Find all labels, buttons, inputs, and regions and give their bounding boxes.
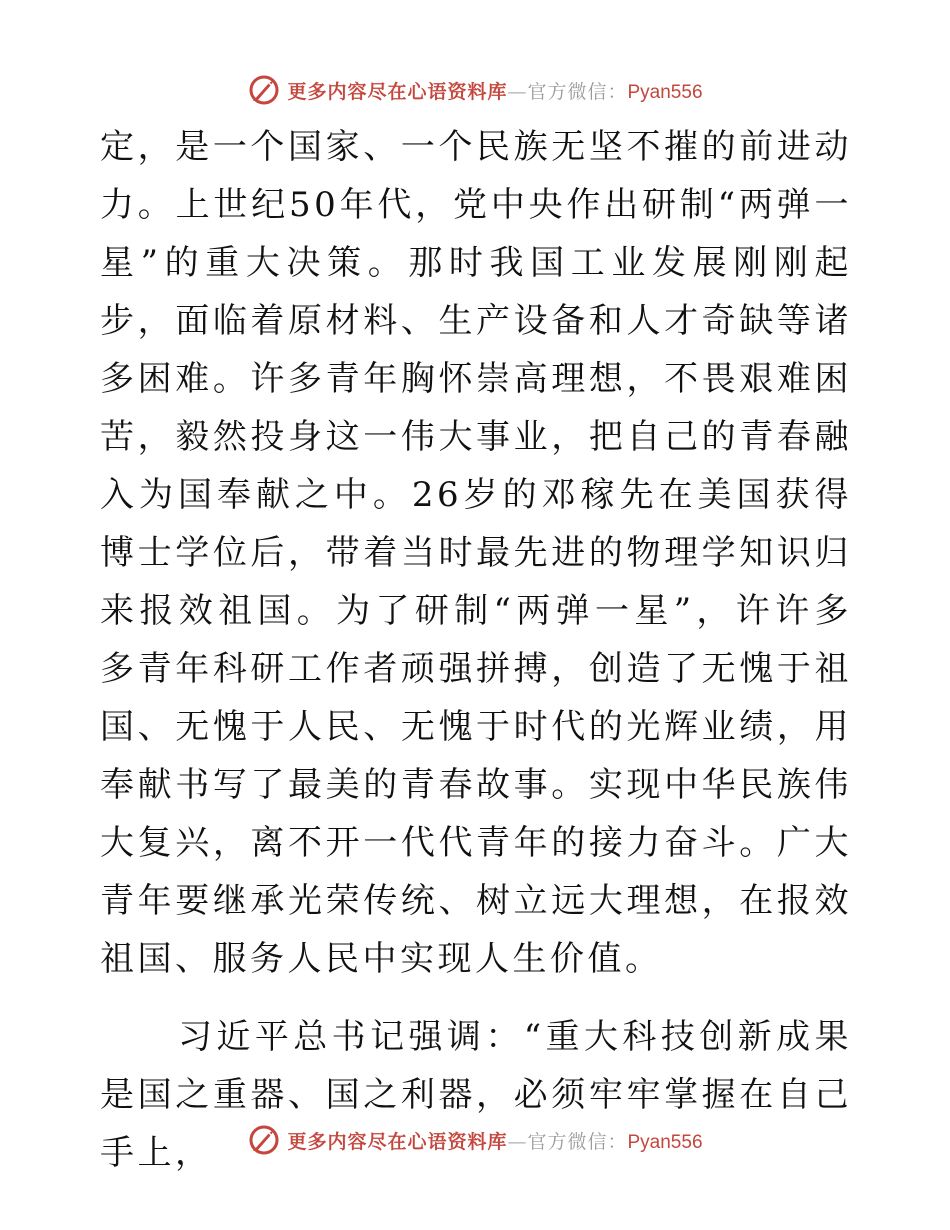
body-text <box>100 118 852 1182</box>
header-watermark-banner <box>0 70 950 110</box>
banner-text-group <box>287 1127 702 1154</box>
quill-logo-icon <box>247 1123 281 1157</box>
banner-wechat-id: Pyan556 <box>627 81 703 103</box>
banner-wechat-label: 官方微信： <box>527 80 628 103</box>
banner-text-group <box>287 77 702 104</box>
banner-wechat-label: 官方微信： <box>527 1130 628 1153</box>
banner-dash: — <box>507 80 528 103</box>
banner-wechat-id: Pyan556 <box>627 1131 703 1153</box>
banner-slogan: 更多内容尽在心语资料库 <box>287 1130 508 1153</box>
banner-slogan: 更多内容尽在心语资料库 <box>287 80 508 103</box>
footer-watermark-banner <box>0 1120 950 1160</box>
banner-dash: — <box>507 1130 528 1153</box>
paragraph-1: 定，是一个国家、一个民族无坚不摧的前进动力。上世纪50年代，党中央作出研制“两弹一星”的重大决策。那时我国工业发展刚刚起步，面临着原材料、生产设备和人才奇缺等诸多困难。许多青年胸怀崇高理想，不畏艰难困苦，毅然投身这一伟大事业，把自己的青春融入为国奉献之中。26岁的邓稼先在美国获得博士学位后，带着当时最先进的物理学知识归来报效祖国。为了研制“两弹一星”，许许多多青年科研工作者顽强拼搏，创造了无愧于祖国、无愧于人民、无愧于时代的光辉业绩，用奉献书写了最美的青春故事。实现中华民族伟大复兴，离不开一代代青年的接力奋斗。广大青年要继承光荣传统、树立远大理想，在报效祖国、服务人民中实现人生价值。 <box>100 127 852 979</box>
quill-logo-icon <box>247 73 281 107</box>
paragraph-2: 习近平总书记强调：“重大科技创新成果是国之重器、国之利器，必须牢牢掌握在自己手上， <box>100 1017 852 1173</box>
